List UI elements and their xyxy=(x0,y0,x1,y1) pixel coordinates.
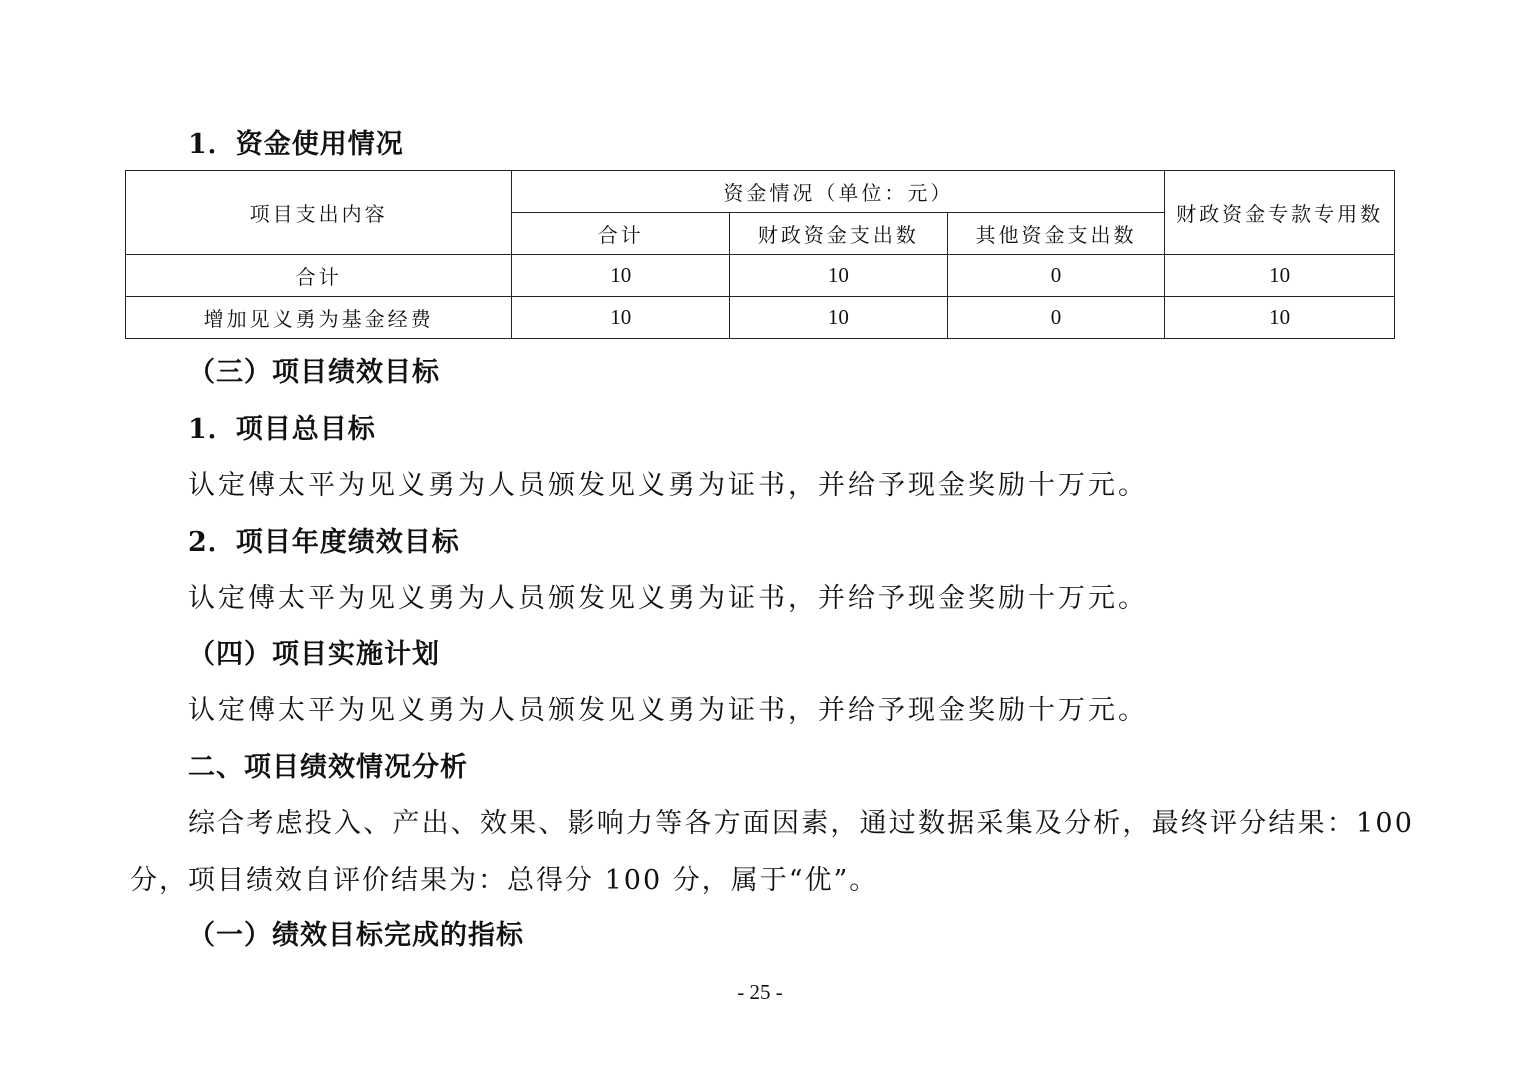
cell-item: 合计 xyxy=(126,255,512,297)
cell-fiscal: 10 xyxy=(730,297,948,339)
header-item: 项目支出内容 xyxy=(126,171,512,255)
paragraph-analysis-line1: 综合考虑投入、产出、效果、影响力等各方面因素，通过数据采集及分析，最终评分结果：100 xyxy=(188,808,1415,839)
heading-overall-goal: 1．项目总目标 xyxy=(188,414,376,445)
paragraph-analysis-line2: 分，项目绩效自评价结果为：总得分 100 分，属于“优”。 xyxy=(130,865,879,896)
cell-total: 10 xyxy=(512,255,730,297)
cell-special: 10 xyxy=(1165,297,1395,339)
table-header-row xyxy=(126,171,1395,213)
heading-annual-goal: 2．项目年度绩效目标 xyxy=(188,527,460,558)
fund-usage-table xyxy=(125,170,1395,339)
heading-completed-indicators: （一）绩效目标完成的指标 xyxy=(188,920,524,951)
table-row xyxy=(126,255,1395,297)
table-row xyxy=(126,297,1395,339)
cell-item: 增加见义勇为基金经费 xyxy=(126,297,512,339)
subheader-total: 合计 xyxy=(512,213,730,255)
cell-fiscal: 10 xyxy=(730,255,948,297)
cell-other: 0 xyxy=(947,255,1165,297)
subheader-other: 其他资金支出数 xyxy=(947,213,1165,255)
cell-special: 10 xyxy=(1165,255,1395,297)
cell-total: 10 xyxy=(512,297,730,339)
section-heading-fund-usage: 1．资金使用情况 xyxy=(188,129,404,160)
page-number: - 25 - xyxy=(737,980,783,1004)
paragraph-implementation-plan: 认定傅太平为见义勇为人员颁发见义勇为证书，并给予现金奖励十万元。 xyxy=(188,695,1148,726)
subheader-fiscal: 财政资金支出数 xyxy=(730,213,948,255)
heading-implementation-plan: （四）项目实施计划 xyxy=(188,639,440,670)
heading-analysis: 二、项目绩效情况分析 xyxy=(188,752,468,783)
section-heading-goals: （三）项目绩效目标 xyxy=(188,357,440,388)
header-special: 财政资金专款专用数 xyxy=(1165,171,1395,255)
cell-other: 0 xyxy=(947,297,1165,339)
paragraph-overall-goal: 认定傅太平为见义勇为人员颁发见义勇为证书，并给予现金奖励十万元。 xyxy=(188,470,1148,501)
paragraph-annual-goal: 认定傅太平为见义勇为人员颁发见义勇为证书，并给予现金奖励十万元。 xyxy=(188,583,1148,614)
header-funds: 资金情况（单位：元） xyxy=(512,171,1165,213)
